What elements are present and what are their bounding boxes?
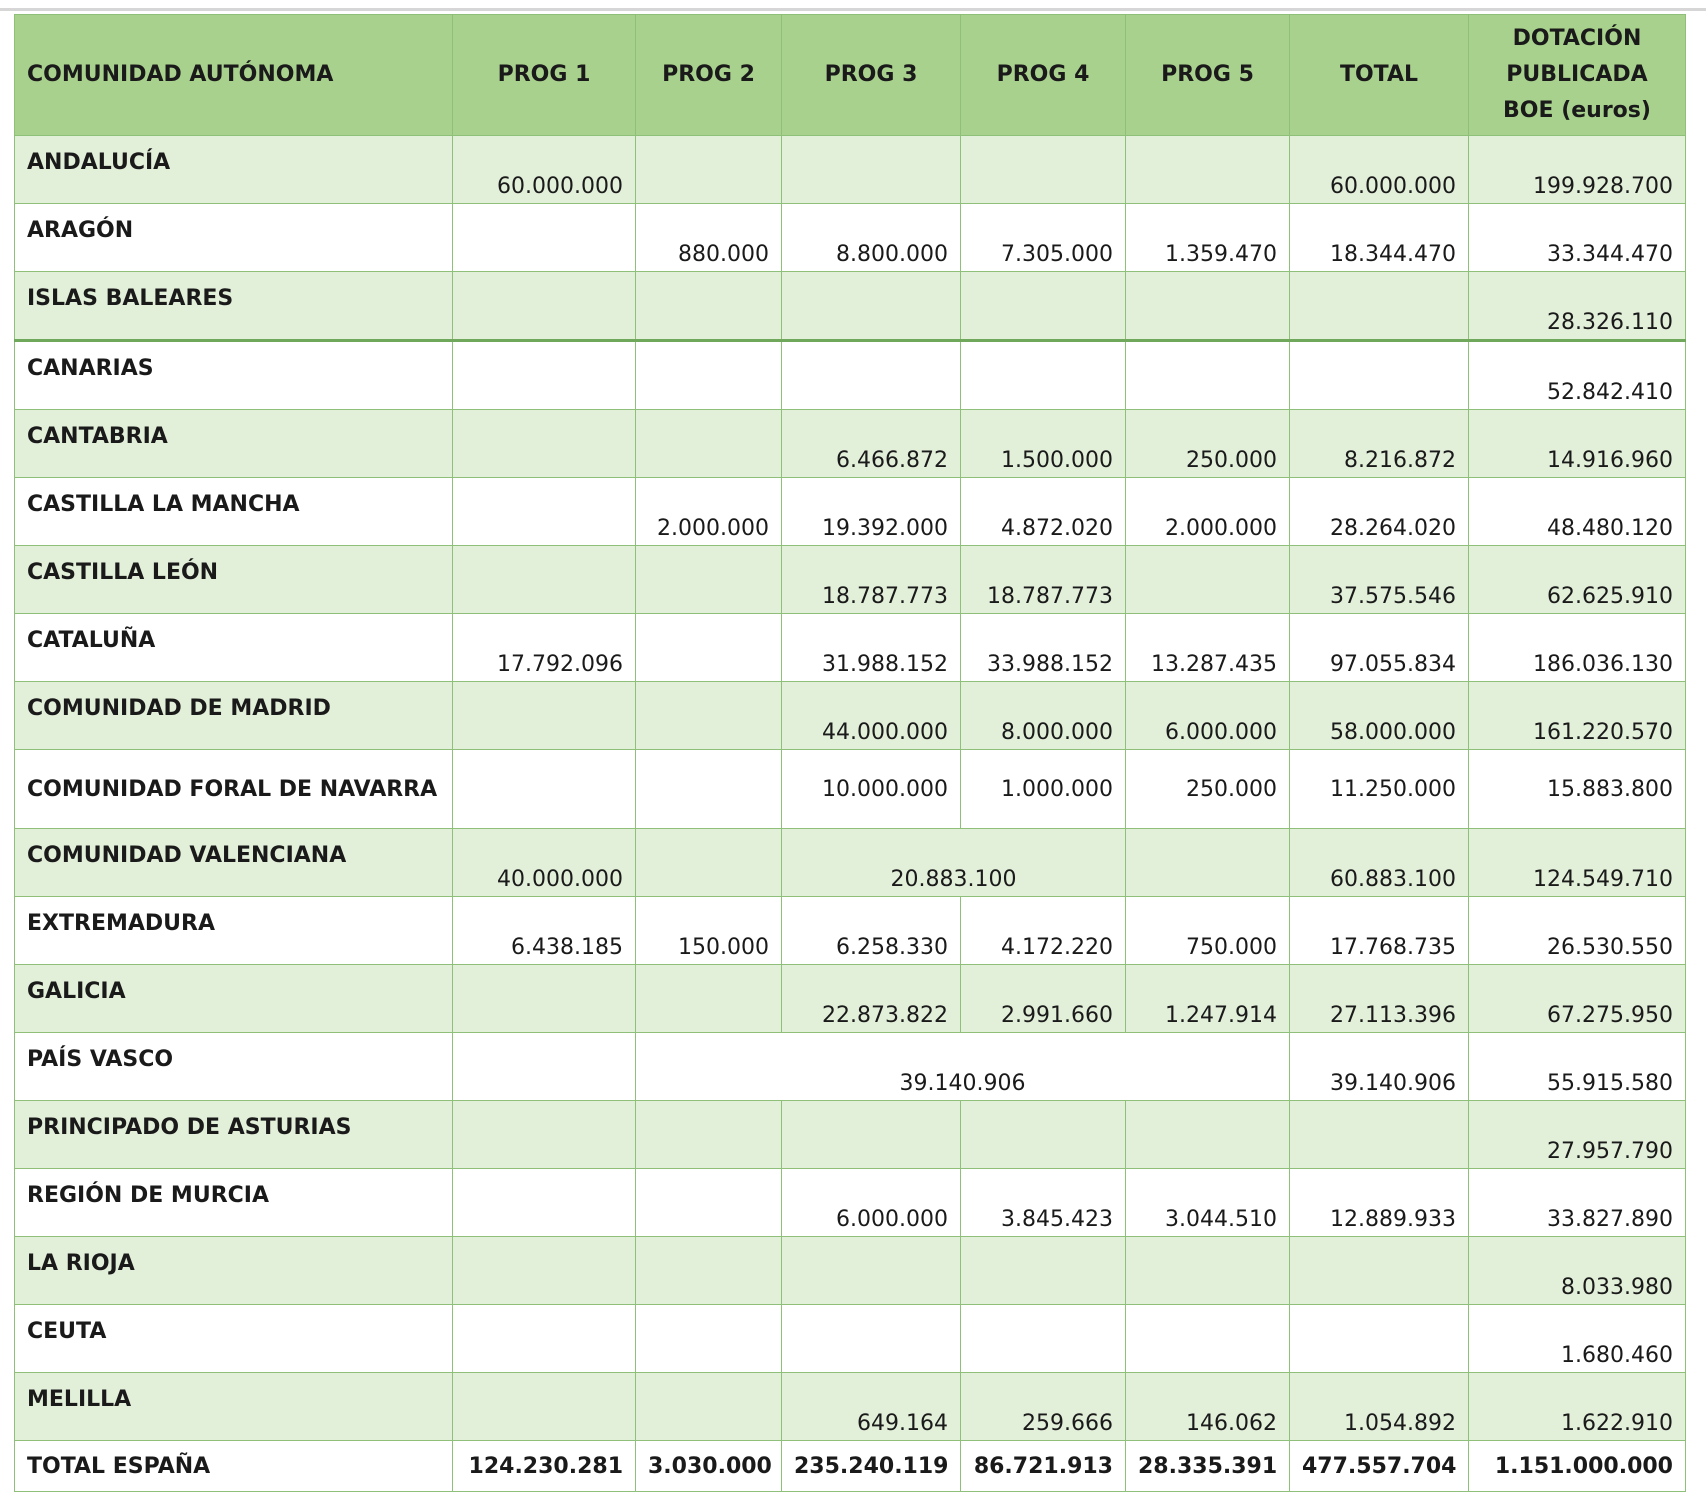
cell-prog5: 13.287.435 bbox=[1126, 614, 1290, 682]
table-row bbox=[15, 1169, 1686, 1237]
cell-prog3-4-merged: 20.883.100 bbox=[782, 829, 1126, 897]
cell-prog2 bbox=[636, 1169, 782, 1237]
table-row bbox=[15, 682, 1686, 750]
cell-prog3 bbox=[782, 341, 961, 410]
cell-prog3: 18.787.773 bbox=[782, 546, 961, 614]
cell-prog4: 8.000.000 bbox=[961, 682, 1126, 750]
cell-prog3: 6.258.330 bbox=[782, 897, 961, 965]
row-name: PAÍS VASCO bbox=[15, 1033, 453, 1101]
cell-boe: 161.220.570 bbox=[1469, 682, 1686, 750]
table-row bbox=[15, 136, 1686, 204]
header-dotacion: DOTACIÓN PUBLICADA BOE (euros) bbox=[1469, 15, 1686, 136]
cell-prog2 bbox=[636, 1237, 782, 1305]
cell-prog4: 33.988.152 bbox=[961, 614, 1126, 682]
cell-total: 8.216.872 bbox=[1290, 410, 1469, 478]
cell-prog3 bbox=[782, 1101, 961, 1169]
cell-boe: 55.915.580 bbox=[1469, 1033, 1686, 1101]
total-prog3: 235.240.119 bbox=[782, 1441, 961, 1492]
cell-prog5: 3.044.510 bbox=[1126, 1169, 1290, 1237]
table-row bbox=[15, 1033, 1686, 1101]
cell-prog5: 750.000 bbox=[1126, 897, 1290, 965]
cell-prog5 bbox=[1126, 272, 1290, 341]
cell-prog5: 250.000 bbox=[1126, 410, 1290, 478]
table-row bbox=[15, 272, 1686, 341]
cell-total: 28.264.020 bbox=[1290, 478, 1469, 546]
table-row bbox=[15, 204, 1686, 272]
cell-prog3: 649.164 bbox=[782, 1373, 961, 1441]
header-prog5: PROG 5 bbox=[1126, 15, 1290, 136]
cell-prog2 bbox=[636, 410, 782, 478]
totals-label: TOTAL ESPAÑA bbox=[15, 1441, 453, 1492]
cell-prog5 bbox=[1126, 1101, 1290, 1169]
row-name: GALICIA bbox=[15, 965, 453, 1033]
row-name: CASTILLA LEÓN bbox=[15, 546, 453, 614]
cell-prog3: 44.000.000 bbox=[782, 682, 961, 750]
cell-prog1 bbox=[453, 1101, 636, 1169]
cell-prog3: 10.000.000 bbox=[782, 750, 961, 829]
table-row bbox=[15, 1373, 1686, 1441]
cell-prog1: 6.438.185 bbox=[453, 897, 636, 965]
header-total: TOTAL bbox=[1290, 15, 1469, 136]
cell-boe: 28.326.110 bbox=[1469, 272, 1686, 341]
cell-prog3: 6.000.000 bbox=[782, 1169, 961, 1237]
cell-prog1: 40.000.000 bbox=[453, 829, 636, 897]
cell-boe: 15.883.800 bbox=[1469, 750, 1686, 829]
cell-prog4 bbox=[961, 136, 1126, 204]
cell-prog5 bbox=[1126, 341, 1290, 410]
total-prog4: 86.721.913 bbox=[961, 1441, 1126, 1492]
table-row bbox=[15, 1305, 1686, 1373]
row-name: EXTREMADURA bbox=[15, 897, 453, 965]
cell-prog4: 4.172.220 bbox=[961, 897, 1126, 965]
cell-prog4: 18.787.773 bbox=[961, 546, 1126, 614]
header-prog3: PROG 3 bbox=[782, 15, 961, 136]
cell-prog2 bbox=[636, 682, 782, 750]
cell-prog4 bbox=[961, 272, 1126, 341]
table-row bbox=[15, 410, 1686, 478]
table-row bbox=[15, 546, 1686, 614]
cell-total bbox=[1290, 1237, 1469, 1305]
cell-prog1 bbox=[453, 1033, 636, 1101]
cell-prog5: 146.062 bbox=[1126, 1373, 1290, 1441]
cell-prog3 bbox=[782, 136, 961, 204]
cell-prog2 bbox=[636, 750, 782, 829]
cell-boe: 8.033.980 bbox=[1469, 1237, 1686, 1305]
cell-prog2 bbox=[636, 341, 782, 410]
cell-prog3 bbox=[782, 1305, 961, 1373]
cell-prog2 bbox=[636, 965, 782, 1033]
cell-boe: 48.480.120 bbox=[1469, 478, 1686, 546]
cell-boe: 199.928.700 bbox=[1469, 136, 1686, 204]
cell-prog2-5-merged: 39.140.906 bbox=[636, 1033, 1290, 1101]
cell-prog1 bbox=[453, 478, 636, 546]
row-name: MELILLA bbox=[15, 1373, 453, 1441]
cell-prog3: 19.392.000 bbox=[782, 478, 961, 546]
cell-total: 17.768.735 bbox=[1290, 897, 1469, 965]
page-top-rule bbox=[0, 8, 1706, 11]
cell-boe: 26.530.550 bbox=[1469, 897, 1686, 965]
cell-prog1 bbox=[453, 410, 636, 478]
row-name: CANARIAS bbox=[15, 341, 453, 410]
cell-prog4 bbox=[961, 341, 1126, 410]
row-name: COMUNIDAD DE MADRID bbox=[15, 682, 453, 750]
header-prog4: PROG 4 bbox=[961, 15, 1126, 136]
cell-prog1 bbox=[453, 965, 636, 1033]
header-row bbox=[15, 15, 1686, 136]
cell-total: 12.889.933 bbox=[1290, 1169, 1469, 1237]
cell-prog5 bbox=[1126, 829, 1290, 897]
cell-total: 11.250.000 bbox=[1290, 750, 1469, 829]
total-total: 477.557.704 bbox=[1290, 1441, 1469, 1492]
cell-boe: 33.827.890 bbox=[1469, 1169, 1686, 1237]
table-row bbox=[15, 965, 1686, 1033]
total-prog1: 124.230.281 bbox=[453, 1441, 636, 1492]
cell-prog4 bbox=[961, 1101, 1126, 1169]
table-row bbox=[15, 614, 1686, 682]
table-row bbox=[15, 1237, 1686, 1305]
cell-prog3: 8.800.000 bbox=[782, 204, 961, 272]
cell-prog4: 7.305.000 bbox=[961, 204, 1126, 272]
cell-boe: 14.916.960 bbox=[1469, 410, 1686, 478]
row-name: CATALUÑA bbox=[15, 614, 453, 682]
cell-prog2: 880.000 bbox=[636, 204, 782, 272]
table-row bbox=[15, 897, 1686, 965]
table-row bbox=[15, 341, 1686, 410]
cell-prog1 bbox=[453, 1169, 636, 1237]
cell-prog4: 3.845.423 bbox=[961, 1169, 1126, 1237]
cell-prog1 bbox=[453, 750, 636, 829]
cell-total bbox=[1290, 341, 1469, 410]
cell-prog5: 2.000.000 bbox=[1126, 478, 1290, 546]
row-name: REGIÓN DE MURCIA bbox=[15, 1169, 453, 1237]
cell-prog2 bbox=[636, 1373, 782, 1441]
cell-prog5: 1.359.470 bbox=[1126, 204, 1290, 272]
cell-prog3 bbox=[782, 1237, 961, 1305]
cell-prog1 bbox=[453, 272, 636, 341]
cell-prog2 bbox=[636, 614, 782, 682]
cell-prog5 bbox=[1126, 1305, 1290, 1373]
table-row bbox=[15, 829, 1686, 897]
cell-prog3: 6.466.872 bbox=[782, 410, 961, 478]
cell-prog4 bbox=[961, 1237, 1126, 1305]
cell-boe: 62.625.910 bbox=[1469, 546, 1686, 614]
cell-boe: 1.622.910 bbox=[1469, 1373, 1686, 1441]
cell-prog3: 31.988.152 bbox=[782, 614, 961, 682]
row-name: PRINCIPADO DE ASTURIAS bbox=[15, 1101, 453, 1169]
cell-prog5: 250.000 bbox=[1126, 750, 1290, 829]
header-comunidad: COMUNIDAD AUTÓNOMA bbox=[15, 15, 453, 136]
cell-prog1: 60.000.000 bbox=[453, 136, 636, 204]
cell-prog5 bbox=[1126, 136, 1290, 204]
cell-total: 1.054.892 bbox=[1290, 1373, 1469, 1441]
table-row bbox=[15, 750, 1686, 829]
row-name: ARAGÓN bbox=[15, 204, 453, 272]
cell-prog1 bbox=[453, 1237, 636, 1305]
header-prog2: PROG 2 bbox=[636, 15, 782, 136]
cell-prog5 bbox=[1126, 546, 1290, 614]
cell-boe: 186.036.130 bbox=[1469, 614, 1686, 682]
cell-boe: 27.957.790 bbox=[1469, 1101, 1686, 1169]
cell-prog1 bbox=[453, 682, 636, 750]
cell-prog1 bbox=[453, 546, 636, 614]
cell-prog5: 6.000.000 bbox=[1126, 682, 1290, 750]
cell-boe: 124.549.710 bbox=[1469, 829, 1686, 897]
cell-prog2 bbox=[636, 1101, 782, 1169]
cell-prog1 bbox=[453, 341, 636, 410]
cell-prog2 bbox=[636, 546, 782, 614]
row-name: ANDALUCÍA bbox=[15, 136, 453, 204]
funding-table bbox=[14, 14, 1686, 1492]
cell-prog4: 1.500.000 bbox=[961, 410, 1126, 478]
row-name: CASTILLA LA MANCHA bbox=[15, 478, 453, 546]
cell-boe: 67.275.950 bbox=[1469, 965, 1686, 1033]
row-name: LA RIOJA bbox=[15, 1237, 453, 1305]
cell-prog2 bbox=[636, 136, 782, 204]
cell-prog3: 22.873.822 bbox=[782, 965, 961, 1033]
cell-total bbox=[1290, 1101, 1469, 1169]
cell-prog4: 2.991.660 bbox=[961, 965, 1126, 1033]
cell-prog5: 1.247.914 bbox=[1126, 965, 1290, 1033]
row-name: CEUTA bbox=[15, 1305, 453, 1373]
cell-total: 60.883.100 bbox=[1290, 829, 1469, 897]
cell-prog1 bbox=[453, 1305, 636, 1373]
cell-prog4: 4.872.020 bbox=[961, 478, 1126, 546]
cell-prog2 bbox=[636, 829, 782, 897]
row-name: COMUNIDAD VALENCIANA bbox=[15, 829, 453, 897]
total-boe: 1.151.000.000 bbox=[1469, 1441, 1686, 1492]
cell-total bbox=[1290, 272, 1469, 341]
total-prog5: 28.335.391 bbox=[1126, 1441, 1290, 1492]
cell-prog2: 150.000 bbox=[636, 897, 782, 965]
total-prog2: 3.030.000 bbox=[636, 1441, 782, 1492]
row-name: COMUNIDAD FORAL DE NAVARRA bbox=[15, 750, 453, 829]
totals-row bbox=[15, 1441, 1686, 1492]
cell-prog3 bbox=[782, 272, 961, 341]
cell-boe: 33.344.470 bbox=[1469, 204, 1686, 272]
cell-total: 60.000.000 bbox=[1290, 136, 1469, 204]
cell-prog4 bbox=[961, 1305, 1126, 1373]
cell-total bbox=[1290, 1305, 1469, 1373]
cell-boe: 52.842.410 bbox=[1469, 341, 1686, 410]
cell-prog1: 17.792.096 bbox=[453, 614, 636, 682]
cell-total: 18.344.470 bbox=[1290, 204, 1469, 272]
cell-prog1 bbox=[453, 1373, 636, 1441]
row-name: ISLAS BALEARES bbox=[15, 272, 453, 341]
header-prog1: PROG 1 bbox=[453, 15, 636, 136]
cell-prog4: 259.666 bbox=[961, 1373, 1126, 1441]
row-name: CANTABRIA bbox=[15, 410, 453, 478]
cell-total: 27.113.396 bbox=[1290, 965, 1469, 1033]
cell-prog5 bbox=[1126, 1237, 1290, 1305]
cell-prog2 bbox=[636, 272, 782, 341]
cell-total: 39.140.906 bbox=[1290, 1033, 1469, 1101]
cell-total: 37.575.546 bbox=[1290, 546, 1469, 614]
table-row bbox=[15, 1101, 1686, 1169]
cell-prog2 bbox=[636, 1305, 782, 1373]
cell-total: 97.055.834 bbox=[1290, 614, 1469, 682]
cell-boe: 1.680.460 bbox=[1469, 1305, 1686, 1373]
cell-prog2: 2.000.000 bbox=[636, 478, 782, 546]
cell-total: 58.000.000 bbox=[1290, 682, 1469, 750]
cell-prog4: 1.000.000 bbox=[961, 750, 1126, 829]
table-row bbox=[15, 478, 1686, 546]
cell-prog1 bbox=[453, 204, 636, 272]
